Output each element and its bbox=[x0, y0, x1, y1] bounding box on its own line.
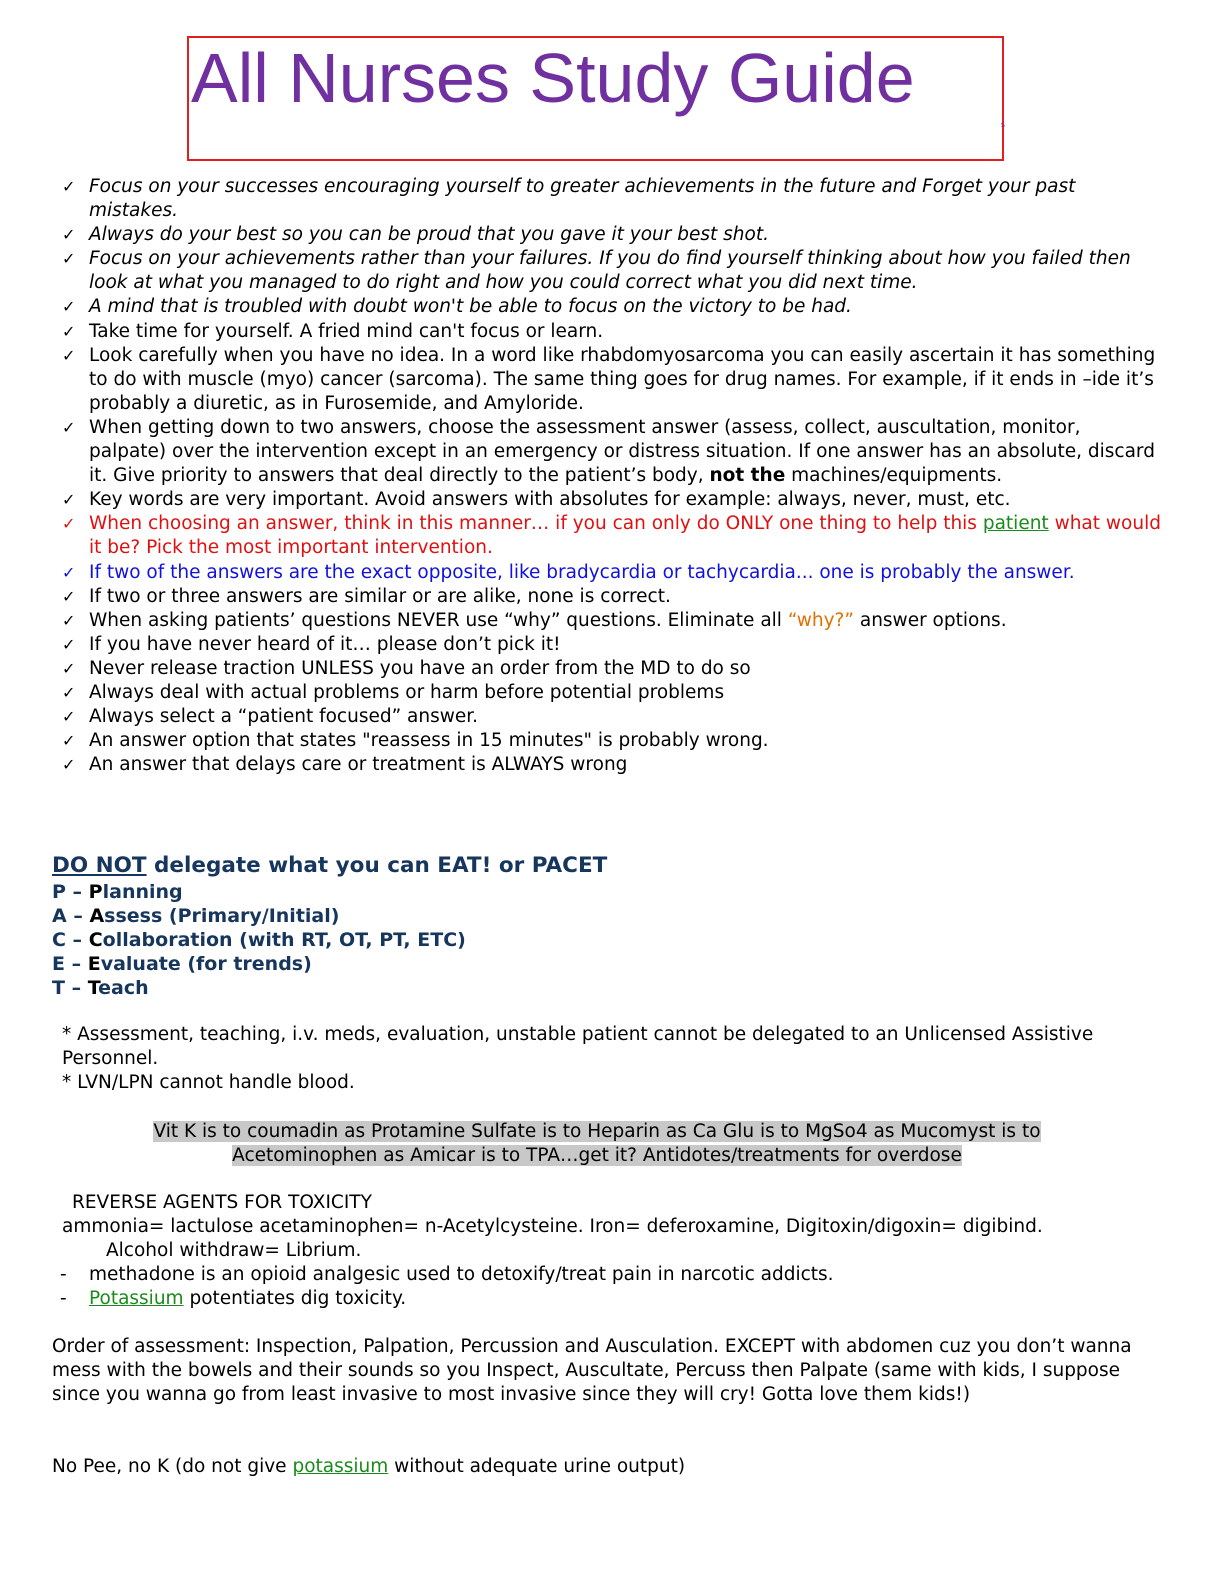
pee-paragraph: No Pee, no K (do not give potassium without adequate urine output) bbox=[52, 1456, 686, 1477]
checkmark-icon: ✓ bbox=[62, 707, 76, 727]
checkmark-icon: ✓ bbox=[62, 514, 76, 534]
potassium-link[interactable]: potassium bbox=[292, 1456, 389, 1477]
list-item: ✓ Never release traction UNLESS you have an order from the MD to do so bbox=[62, 657, 1162, 681]
checkmark-icon: ✓ bbox=[62, 297, 76, 317]
list-item: ✓ When getting down to two answers, choose the assessment answer (assess, collect, auscultation, monitor, palpate) over the intervention except in an emergency or distress situation. If one answer has an absolute, discard it. Give priority to answers that deal directly to the patient’s body, not the machines/equipments. bbox=[62, 416, 1155, 487]
dash-item: - Potassium potentiates dig toxicity. bbox=[52, 1287, 1162, 1311]
list-item: ✓ Always select a “patient focused” answer. bbox=[62, 705, 1162, 729]
list-item: ✓ Always do your best so you can be proud that you gave it your best shot. bbox=[62, 223, 1162, 247]
checkmark-icon: ✓ bbox=[62, 658, 76, 678]
pacet-row: P – Planning bbox=[52, 881, 183, 903]
checkmark-icon: ✓ bbox=[62, 249, 76, 269]
checkmark-icon: ✓ bbox=[62, 610, 76, 630]
assessment-paragraph: Order of assessment: Inspection, Palpation, Percussion and Ausculation. EXCEPT with abdomen cuz you don’t wanna mess with the bowels and their sounds so you Inspect, Auscultate, Percuss then Palpate (same with kids, I suppose since you wanna go from least invasive to most invasive since they will cry! Gotta love them kids!) bbox=[52, 1336, 1132, 1406]
checkmark-icon: ✓ bbox=[62, 586, 76, 606]
checkmark-icon: ✓ bbox=[62, 345, 76, 365]
title-box bbox=[187, 36, 1004, 161]
checkmark-icon: ✓ bbox=[62, 755, 76, 775]
list-item: ✓ Key words are very important. Avoid answers with absolutes for example: always, never, must, etc. bbox=[62, 488, 1162, 512]
tips-checklist bbox=[62, 175, 1162, 777]
list-item: ✓ A mind that is troubled with doubt won't be able to focus on the victory to be had. bbox=[62, 295, 1162, 319]
note-line: * Assessment, teaching, i.v. meds, evaluation, unstable patient cannot be delegated to an Unlicensed Assistive Personnel. bbox=[62, 1024, 1094, 1070]
checkmark-icon: ✓ bbox=[62, 562, 76, 582]
checkmark-icon: ✓ bbox=[62, 634, 76, 654]
antidote-line: Acetominophen as Amicar is to TPA…get it? Antidotes/treatments for overdose bbox=[232, 1145, 962, 1167]
dash-icon: - bbox=[60, 1264, 67, 1286]
list-item: ✓ If you have never heard of it… please don’t pick it! bbox=[62, 633, 1162, 657]
list-item: ✓ When asking patients’ questions NEVER use “why” questions. Eliminate all “why?” answer options. bbox=[62, 609, 1162, 633]
list-item: ✓ If two of the answers are the exact opposite, like bradycardia or tachycardia... one is probably the answer. bbox=[62, 561, 1162, 585]
checkmark-icon: ✓ bbox=[62, 417, 76, 437]
potassium-link[interactable]: Potassium bbox=[89, 1288, 184, 1310]
dash-icon: - bbox=[60, 1288, 67, 1310]
list-item: ✓ Focus on your achievements rather than your failures. If you do find yourself thinking about how you failed then look at what you managed to do right and how you could correct what you did next time. bbox=[62, 248, 1131, 294]
pacet-row: A – Assess (Primary/Initial) bbox=[52, 905, 340, 928]
antidote-line: Vit K is to coumadin as Protamine Sulfate is to Heparin as Ca Glu is to MgSo4 as Mucomyst is to bbox=[153, 1121, 1041, 1142]
list-item: ✓ Take time for yourself. A fried mind can't focus or learn. bbox=[62, 320, 1162, 344]
list-item: ✓ Look carefully when you have no idea. In a word like rhabdomyosarcoma you can easily ascertain it has something to do with muscle (myo) cancer (sarcoma). The same thing goes for drug names. For example, if it ends in –ide it’s probably a diuretic, as in Furosemide, and Amyloride. bbox=[62, 344, 1156, 414]
pacet-row: E – Evaluate (for trends) bbox=[52, 953, 312, 976]
checkmark-icon: ✓ bbox=[62, 225, 76, 245]
checkmark-icon: ✓ bbox=[62, 731, 76, 751]
list-item: ✓ When choosing an answer, think in this manner… if you can only do ONLY one thing to help this patient what would it be? Pick the most important intervention. bbox=[62, 513, 1161, 559]
delegation-notes bbox=[62, 1023, 1162, 1095]
dash-item: - methadone is an opioid analgesic used to detoxify/treat pain in narcotic addicts. bbox=[52, 1263, 1162, 1287]
reverse-line: Alcohol withdraw= Librium. bbox=[106, 1240, 362, 1262]
checkmark-icon: ✓ bbox=[62, 321, 76, 341]
checkmark-icon: ✓ bbox=[62, 490, 76, 510]
checkmark-icon: ✓ bbox=[62, 682, 76, 702]
pacet-row: T – Teach bbox=[52, 977, 149, 1000]
pacet-row: C – Collaboration (with RT, OT, PT, ETC) bbox=[52, 929, 466, 952]
antidote-highlight bbox=[52, 1120, 1142, 1168]
reverse-title: REVERSE AGENTS FOR TOXICITY bbox=[72, 1192, 372, 1213]
bold-emphasis: not the bbox=[709, 465, 786, 487]
pacet-heading: DO NOT delegate what you can EAT! or PACET bbox=[52, 853, 608, 878]
why-quote: “why?” bbox=[787, 609, 854, 631]
reverse-line: ammonia= lactulose acetaminophen= n-Acetylcysteine. Iron= deferoxamine, Digitoxin/digoxin= digibind. bbox=[62, 1216, 1043, 1238]
list-item: ✓ If two or three answers are similar or are alike, none is correct. bbox=[62, 585, 1162, 609]
patient-link[interactable]: patient bbox=[982, 513, 1049, 535]
title-mark: s bbox=[1000, 120, 1005, 129]
list-item: ✓ An answer option that states "reassess in 15 minutes" is probably wrong. bbox=[62, 729, 1162, 753]
checkmark-icon: ✓ bbox=[62, 177, 76, 196]
page-title: All Nurses Study Guide bbox=[191, 39, 915, 117]
list-item: ✓ Focus on your successes encouraging yourself to greater achievements in the future and Forget your past mistakes. bbox=[62, 176, 1076, 222]
list-item: ✓ Always deal with actual problems or harm before potential problems bbox=[62, 681, 1162, 705]
reverse-agents-section bbox=[52, 1191, 1162, 1311]
note-line: * LVN/LPN cannot handle blood. bbox=[62, 1072, 355, 1094]
pacet-section bbox=[52, 852, 607, 1000]
list-item: ✓ An answer that delays care or treatment is ALWAYS wrong bbox=[62, 753, 1162, 777]
